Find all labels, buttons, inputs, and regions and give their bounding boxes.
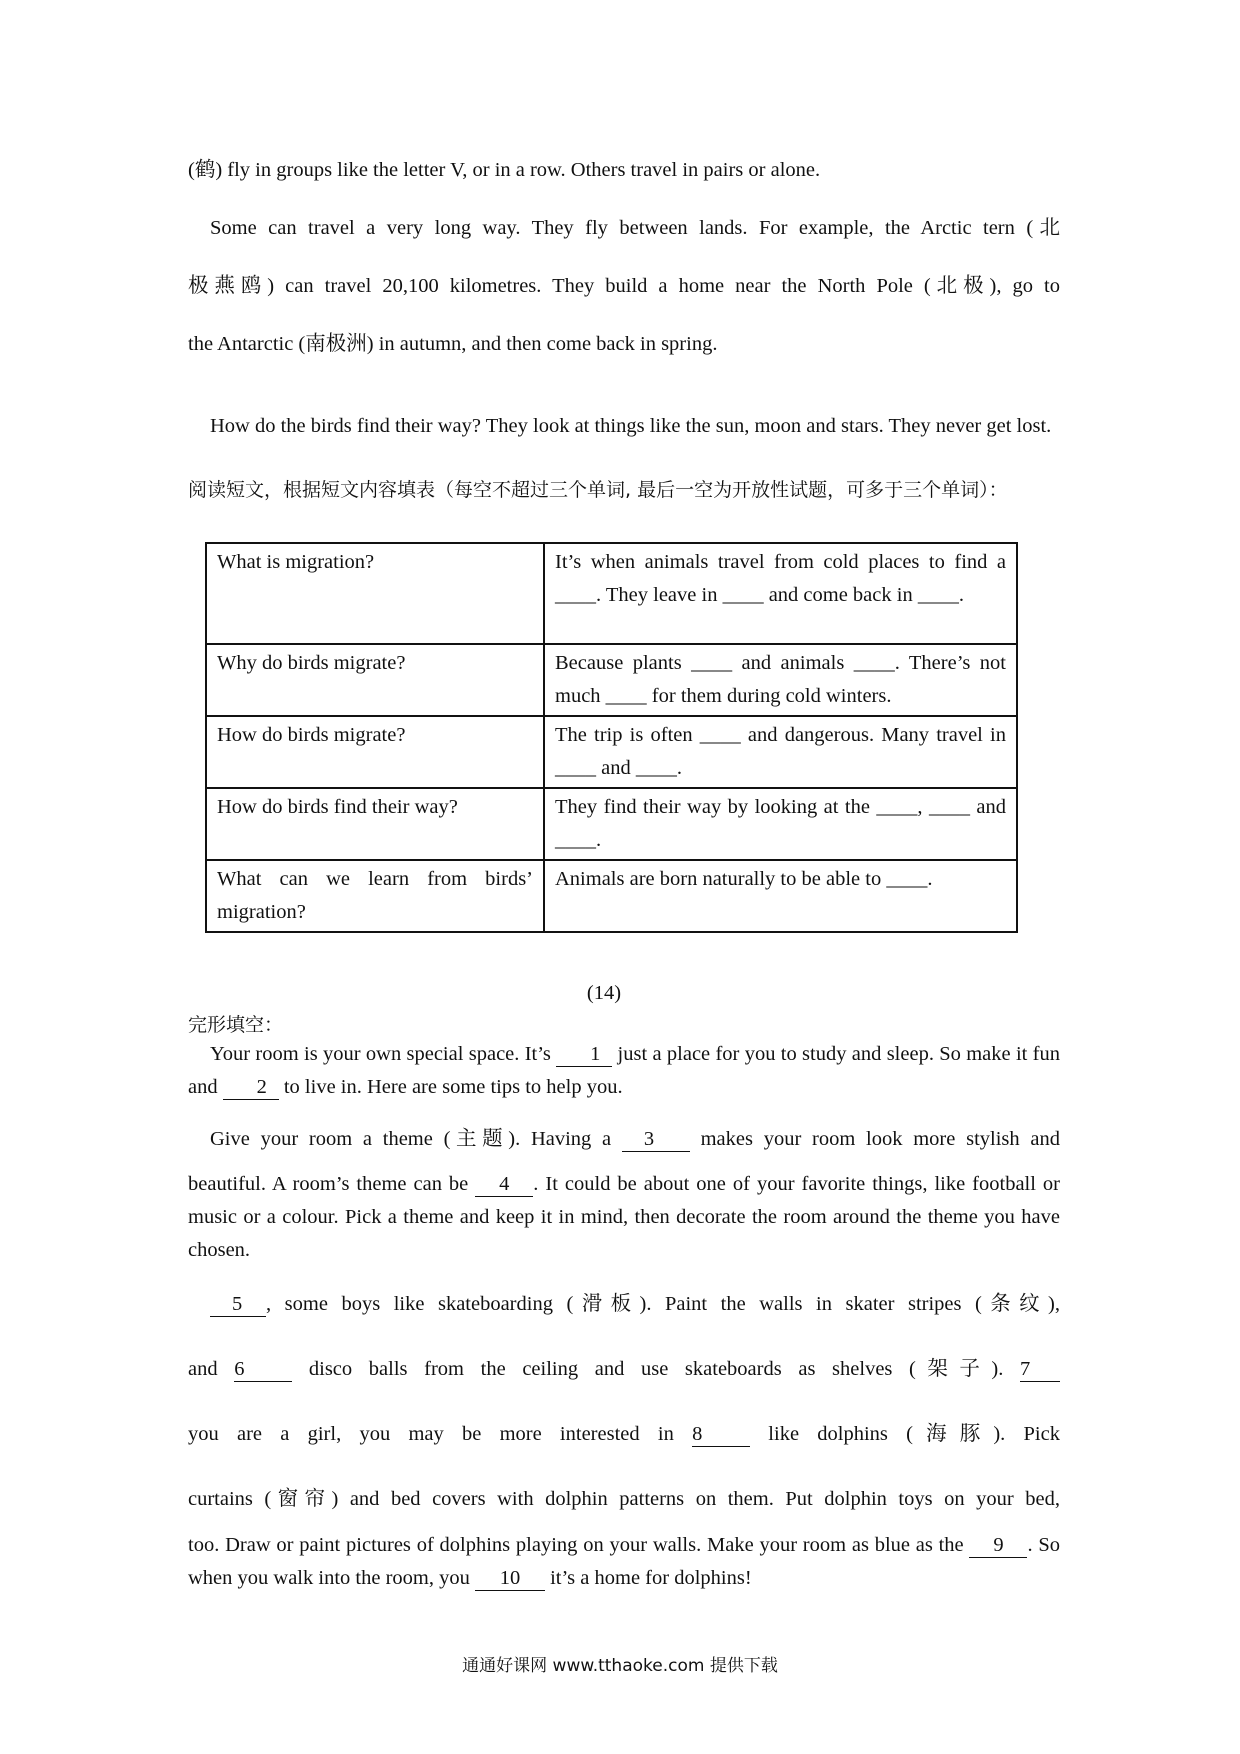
table-row — [206, 788, 1017, 860]
exercise-instructions: 阅读短文，根据短文内容填表（每空不超过三个单词, 最后一空为开放性试题，可多于三个单词）： — [188, 479, 1008, 501]
cloze-line — [188, 1121, 1060, 1152]
table-row — [206, 716, 1017, 788]
cloze-paragraph — [188, 1038, 1060, 1104]
table-row — [206, 543, 1017, 644]
cloze-text: Give your room a theme (主题). Having a — [210, 1128, 622, 1150]
question-cell: Why do birds migrate? — [206, 644, 544, 716]
passage-line: (鹤) fly in groups like the letter V, or in a row. Others travel in pairs or alone. — [188, 159, 821, 181]
question-cell: How do birds migrate? — [206, 716, 544, 788]
cloze-paragraph — [188, 1529, 1060, 1595]
passage-line: the Antarctic (南极洲) in autumn, and then come back in spring. — [188, 333, 718, 355]
answer-cell: It’s when animals travel from cold places to find a ____. They leave in ____ and come back in ____. — [544, 543, 1017, 644]
cloze-text: makes your room look more stylish and — [689, 1128, 1060, 1150]
cloze-blank: 2 — [223, 1077, 279, 1100]
cloze-blank: 9 — [969, 1535, 1027, 1558]
migration-table — [205, 542, 1018, 933]
cloze-text: just a place for you to study and sleep. So make it fun and — [188, 1043, 1060, 1098]
cloze-text: it’s a home for dolphins! — [544, 1567, 752, 1589]
cloze-text: . So when you walk into the room, you — [188, 1534, 1060, 1589]
cloze-text: Your room is your own special space. It’s — [210, 1043, 557, 1065]
cloze-text: you are a girl, you may be more interested in — [188, 1423, 693, 1445]
cloze-text: beautiful. A room’s theme can be — [188, 1173, 476, 1195]
answer-cell: The trip is often ____ and dangerous. Many travel in ____ and ____. — [544, 716, 1017, 788]
cloze-line — [188, 1351, 1060, 1382]
passage-line: 极燕鸥) can travel 20,100 kilometres. They build a home near the North Pole (北极), go to — [188, 275, 1060, 297]
cloze-paragraph — [188, 1168, 1060, 1267]
cloze-blank: 1 — [556, 1044, 612, 1067]
section-number: (14) — [586, 982, 622, 1004]
cloze-text: to live in. Here are some tips to help you. — [278, 1076, 623, 1098]
cloze-blank: 7 — [1020, 1359, 1060, 1382]
cloze-blank: 8 — [692, 1424, 750, 1447]
question-cell: What can we learn from birds’ migration? — [206, 860, 544, 932]
cloze-text: . It could be about one of your favorite things, like football or music or a colour. Pick a theme and keep it in mind, then decorate the room around the theme you have chosen. — [188, 1173, 1061, 1261]
section-label: 完形填空： — [188, 1014, 284, 1036]
answer-cell: They find their way by looking at the ____, ____ and ____. — [544, 788, 1017, 860]
cloze-text: and — [188, 1358, 235, 1380]
cloze-blank: 10 — [475, 1568, 545, 1591]
cloze-text: like dolphins (海豚). Pick — [750, 1423, 1060, 1445]
cloze-line — [188, 1416, 1060, 1447]
cloze-line: curtains (窗帘) and bed covers with dolphin patterns on them. Put dolphin toys on your bed, — [188, 1488, 1060, 1510]
cloze-text: too. Draw or paint pictures of dolphins playing on your walls. Make your room as blue as the — [188, 1534, 970, 1556]
table-row — [206, 860, 1017, 932]
page-footer: 通通好课网 www.tthaoke.com 提供下载 — [462, 1656, 778, 1676]
cloze-blank: 5 — [210, 1294, 266, 1317]
cloze-text: , some boys like skateboarding (滑板). Paint the walls in skater stripes (条纹), — [266, 1293, 1060, 1315]
answer-cell: Animals are born naturally to be able to ____. — [544, 860, 1017, 932]
cloze-blank: 6 — [234, 1359, 292, 1382]
cloze-line — [188, 1286, 1060, 1317]
cloze-text: disco balls from the ceiling and use skateboards as shelves (架子). — [292, 1358, 1020, 1380]
passage-paragraph: How do the birds find their way? They look at things like the sun, moon and stars. They never get lost. — [210, 415, 1052, 437]
question-cell: How do birds find their way? — [206, 788, 544, 860]
cloze-blank: 4 — [475, 1174, 533, 1197]
question-cell: What is migration? — [206, 543, 544, 644]
answer-cell: Because plants ____ and animals ____. There’s not much ____ for them during cold winters. — [544, 644, 1017, 716]
table-row — [206, 644, 1017, 716]
passage-line: Some can travel a very long way. They fly between lands. For example, the Arctic tern (北 — [210, 217, 1060, 239]
cloze-blank: 3 — [622, 1129, 690, 1152]
